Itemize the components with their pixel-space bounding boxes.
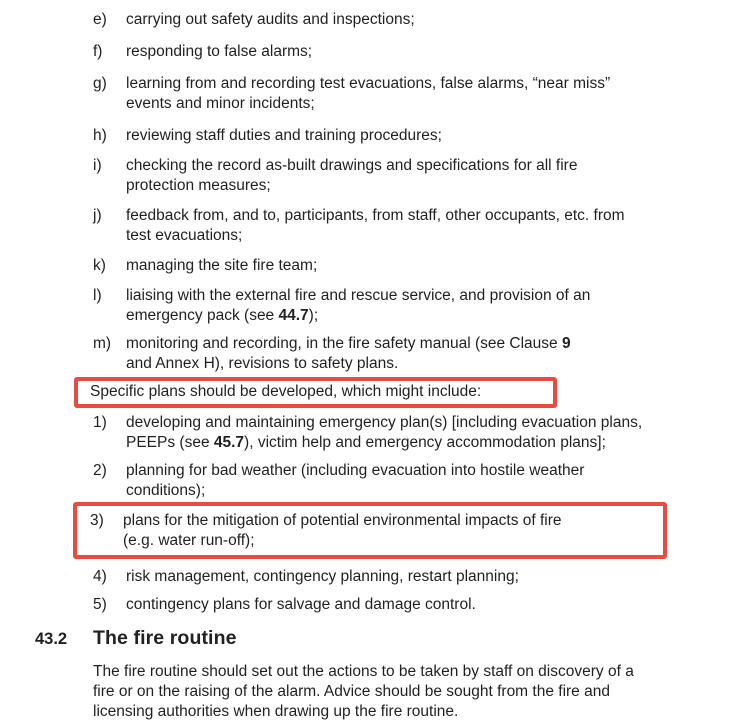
item-text: risk management, contingency planning, restart planning; [126,568,519,585]
numbered-item-1 [93,413,727,453]
clause-reference: 9 [561,335,571,352]
item-label: 1) [93,414,107,431]
item-text: plans for the mitigation of potential environmental impacts of fire (e.g. water run-off); [123,512,562,549]
item-text: checking the record as-built drawings and specifications for all fire protection measures; [126,157,578,194]
numbered-item-3 [90,511,655,551]
numbered-item-5 [93,595,727,615]
item-text: carrying out safety audits and inspections; [126,11,415,28]
section-number: 43.2 [35,630,68,648]
item-label: 5) [93,596,107,613]
item-label: h) [93,127,107,144]
item-text: reviewing staff duties and training procedures; [126,127,442,144]
lettered-item-f [93,42,727,62]
highlight-box-item-3 [73,502,667,559]
item-label: i) [93,157,102,174]
item-label: j) [93,207,102,224]
item-text: learning from and recording test evacuations, false alarms, “near miss” events and minor incidents; [126,75,611,112]
item-label: e) [93,11,107,28]
item-label: k) [93,257,106,274]
highlight-box-intro [74,377,557,408]
lettered-item-l [93,286,727,326]
section-heading [35,625,727,652]
body-paragraph: The fire routine should set out the actions to be taken by staff on discovery of a fire or on the raising of the alarm. Advice should be sought from the fire and licensing authorities when drawing up the fire routine. [93,663,634,720]
lettered-item-h [93,126,727,146]
item-text: managing the site fire team; [126,257,318,274]
section-title: The fire routine [93,627,237,649]
item-label: m) [93,335,112,352]
item-label: l) [93,287,102,304]
lettered-item-j [93,206,727,246]
lettered-item-i [93,156,727,196]
item-text: monitoring and recording, in the fire safety manual (see Clause 9 and Annex H), revisions to safety plans. [126,335,571,372]
lettered-item-e [93,10,727,30]
lettered-item-m [93,334,727,374]
item-text: responding to false alarms; [126,43,313,60]
item-label: g) [93,75,107,92]
item-label: 3) [90,512,104,529]
item-text: developing and maintaining emergency plan(s) [including evacuation plans, PEEPs (see 45.7), victim help and emergency accommodation plans]; [126,414,643,451]
item-label: 4) [93,568,107,585]
lettered-item-k [93,256,727,276]
clause-reference: 45.7 [213,434,245,451]
item-text: contingency plans for salvage and damage control. [126,596,476,613]
item-text: feedback from, and to, participants, from staff, other occupants, etc. from test evacuations; [126,207,625,244]
intro-line: Specific plans should be developed, which might include: [90,383,482,400]
item-text: planning for bad weather (including evacuation into hostile weather conditions); [126,462,585,499]
clause-reference: 44.7 [278,307,309,324]
item-text: liaising with the external fire and rescue service, and provision of an emergency pack (see 44.7); [126,287,591,324]
item-label: f) [93,43,103,60]
item-label: 2) [93,462,107,479]
numbered-item-2 [93,461,727,501]
numbered-item-4 [93,567,727,587]
lettered-item-g [93,74,727,114]
